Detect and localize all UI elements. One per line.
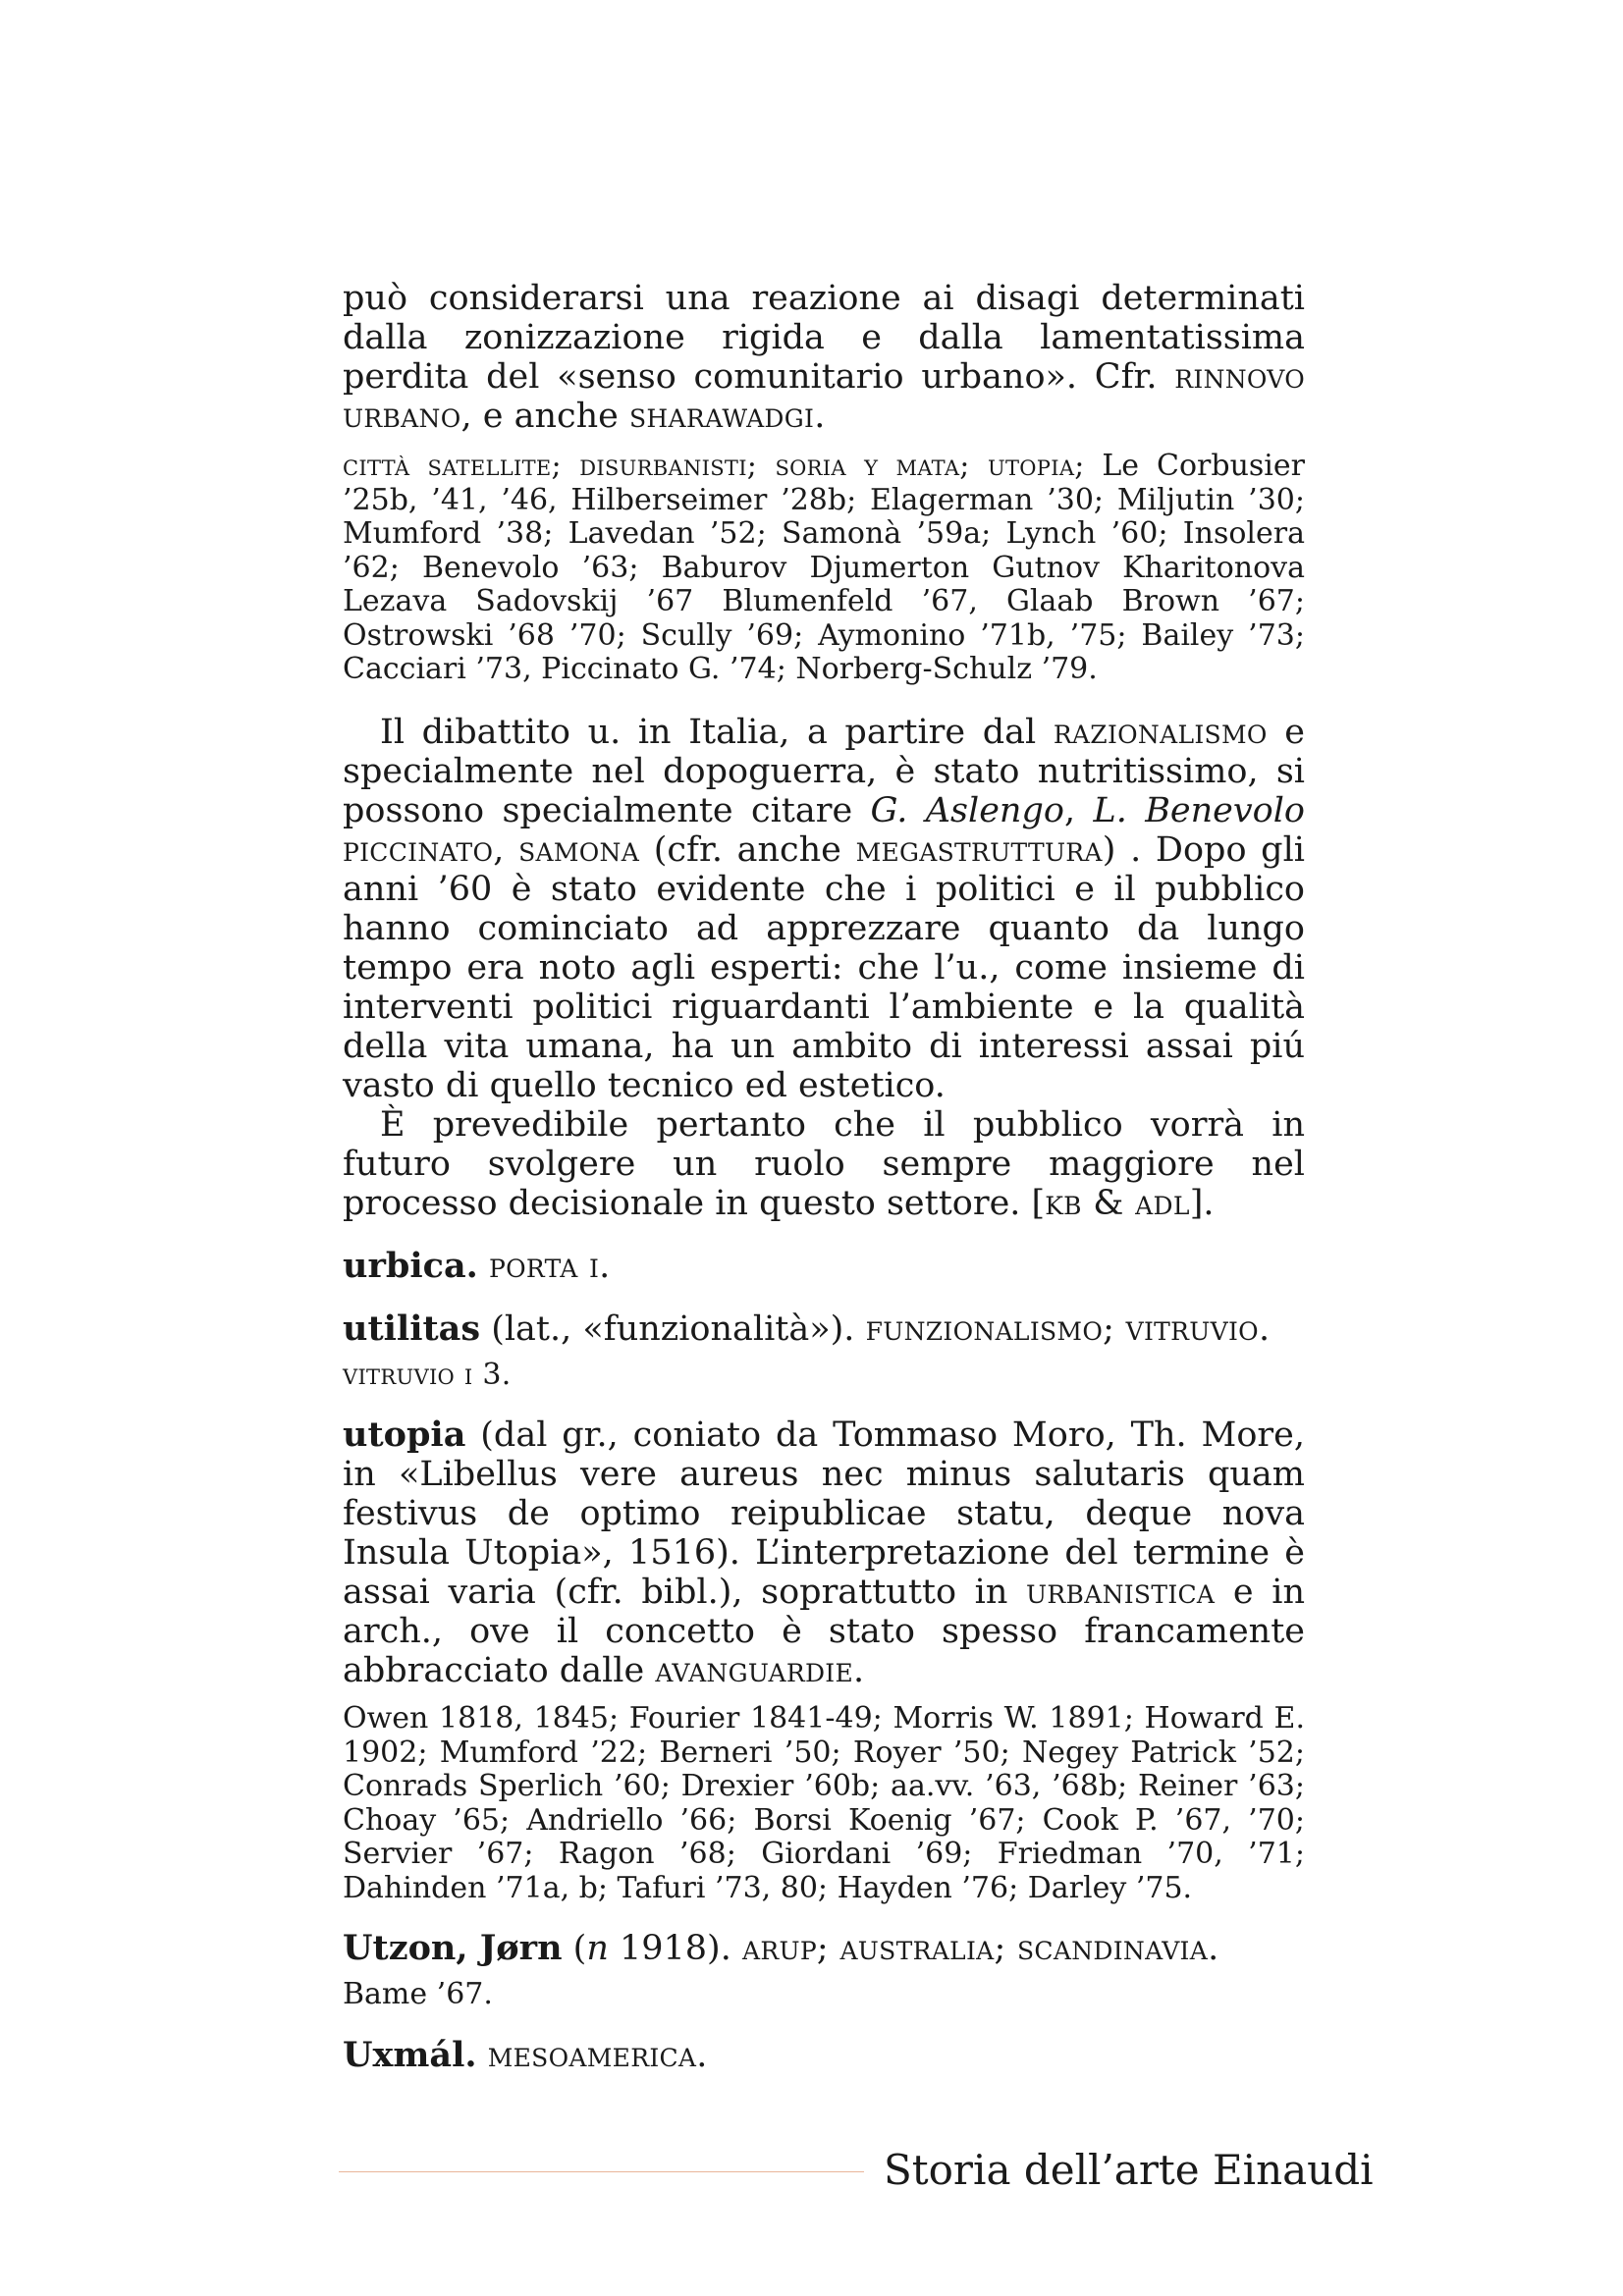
entry-headword: Uxmál. [343,2034,477,2075]
cross-ref-porta[interactable]: porta i. [488,1246,611,1286]
entry-headword: utilitas [343,1308,481,1349]
paragraph-italy-debate: Il dibattito u. in Italia, a partire dal razionalismo e specialmente nel dopoguerra, è stato nutritissimo, si possono specialmente citare G. Aslengo, L. Benevolo piccinato, samona (cfr. anche megastruttura) . Dopo gli anni ’60 è stato evidente che i politici e il pubblico hanno cominciato ad apprezzare quanto da lungo tempo era noto agli esperti: che l’u., come insieme di interventi politici riguardanti l’ambiente e la qualità della vita umana, ha un ambito di interessi assai piú vasto di quello tecnico ed estetico. [343,712,1305,1105]
entry-utilitas: utilitas (lat., «funzionalità»). funzionalismo; vitruvio. [343,1308,1271,1349]
cross-ref-samona[interactable]: samona [518,829,640,870]
cross-ref-piccinato[interactable]: piccinato [343,829,494,870]
bibliography-urbanistica: città satellite; disurbanisti; soria y mata; utopia; Le Corbusier ’25b, ’41, ’46, Hilberseimer ’28b; Elagerman ’30; Miljutin ’30; Mumford ’38; Lavedan ’52; Samonà ’59a; Lynch ’60; Insolera ’62; Benevolo ’63; Baburov Djumerton Gutnov Kharitonova Lezava Sadovskij ’67 Blumenfeld ’67, Glaab Brown ’67; Ostrowski ’68 ’70; Scully ’69; Aymonino ’71b, ’75; Bailey ’73; Cacciari ’73, Piccinato G. ’74; Norberg-Schulz ’79. [343,449,1305,686]
cross-ref-megastruttura[interactable]: megastruttura [855,829,1103,870]
entry-utzon: Utzon, Jørn (n 1918). arup; australia; scandinavia. [343,1928,1219,1968]
entry-urbica [343,1247,1305,1286]
text-column [343,279,1305,2075]
entry-headword: utopia [343,1415,466,1455]
footer-rule [339,2171,864,2172]
cross-ref-razionalismo[interactable]: razionalismo [1053,712,1268,752]
footer-title: Storia dell’arte Einaudi [884,2146,1374,2194]
bibliography-utzon: Bame ’67. [343,1977,493,2011]
paragraph-public-role: È prevedibile pertanto che il pubblico vorrà in futuro svolgere un ruolo sempre maggiore nel processo decisionale in questo settore. [kb & adl]. [343,1104,1305,1223]
bibliography-utilitas: vitruvio i 3. [343,1357,512,1392]
cross-refs[interactable]: città satellite; disurbanisti; soria y mata; utopia [343,449,1075,483]
entry-headword: urbica. [343,1245,478,1286]
authors-signature: kb & adl [1045,1183,1190,1223]
cross-ref-mesoamerica[interactable]: mesoamerica. [487,2035,708,2075]
cross-ref-urbanistica[interactable]: urbanistica [1026,1573,1216,1612]
cross-ref-rinnovo-urbano[interactable]: rinnovo urbano [343,357,1305,436]
bibliography-utopia: Owen 1818, 1845; Fourier 1841-49; Morris W. 1891; Howard E. 1902; Mumford ’22; Berneri ’50; Royer ’50; Negey Patrick ’52; Conrads Sperlich ’60; Drexier ’60b; aa.vv. ’63, ’68b; Reiner ’63; Choay ’65; Andriello ’66; Borsi Koenig ’67; Cook P. ’67, ’70; Servier ’67; Ragon ’68; Giordani ’69; Friedman ’70, ’71; Dahinden ’71a, b; Tafuri ’73, 80; Hayden ’76; Darley ’75. [343,1701,1305,1905]
entry-uxmal [343,2036,1305,2075]
entry-utopia: utopia (dal gr., coniato da Tommaso Moro, Th. More, in «Libellus vere aureus nec minus salutaris quam festivus de optimo reipublicae statu, deque nova Insula Utopia», 1516). L’interpretazione del termine è assai varia (cfr. bibl.), soprattutto in urbanistica e in arch., ove il concetto è stato spesso francamente abbracciato dalle avanguardie. [343,1415,1305,1690]
entry-headword: Utzon, Jørn [343,1928,563,1968]
cross-ref-avanguardie[interactable]: avanguardie [655,1651,854,1690]
paragraph-urbanistica-end: può considerarsi una reazione ai disagi determinati dalla zonizzazione rigida e dalla lamentatissima perdita del «senso comunitario urbano». Cfr. rinnovo urbano, e anche sharawadgi. [343,279,1305,436]
cross-refs[interactable]: funzionalismo; vitruvio. [865,1308,1271,1349]
cross-ref-sharawadgi[interactable]: sharawadgi [628,397,815,436]
cross-refs[interactable]: arup; australia; scandinavia. [741,1929,1219,1968]
